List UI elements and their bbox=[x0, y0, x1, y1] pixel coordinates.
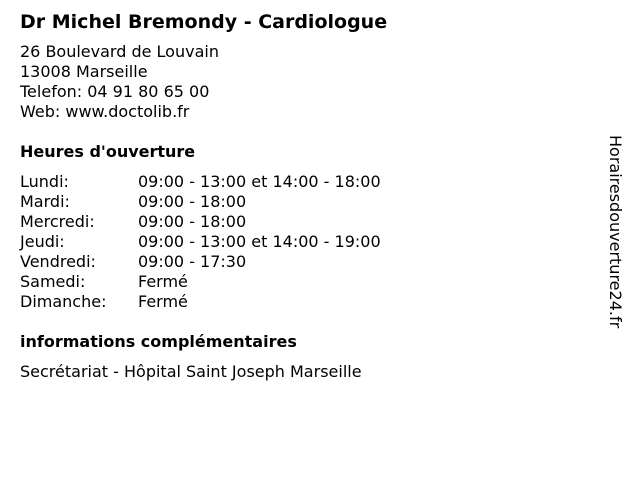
hours-row-sunday bbox=[20, 292, 590, 312]
web-line[interactable]: Web: www.doctolib.fr bbox=[20, 102, 190, 121]
opening-hours-heading: Heures d'ouverture bbox=[20, 142, 196, 161]
hours-day: Samedi: bbox=[20, 272, 86, 291]
hours-value: 09:00 - 13:00 et 14:00 - 18:00 bbox=[138, 172, 381, 191]
hours-value: Fermé bbox=[138, 292, 188, 311]
hours-day: Mercredi: bbox=[20, 212, 95, 231]
hours-row-wednesday bbox=[20, 212, 590, 232]
side-watermark: Horairesdouverture24.fr bbox=[606, 135, 625, 329]
hours-day: Jeudi: bbox=[20, 232, 65, 251]
address-street: 26 Boulevard de Louvain bbox=[20, 42, 219, 61]
hours-value: 09:00 - 18:00 bbox=[138, 192, 247, 211]
hours-value: 09:00 - 18:00 bbox=[138, 212, 247, 231]
hours-row-friday bbox=[20, 252, 590, 272]
hours-value: 09:00 - 17:30 bbox=[138, 252, 247, 271]
hours-row-monday bbox=[20, 172, 590, 192]
hours-day: Vendredi: bbox=[20, 252, 96, 271]
additional-info-heading: informations complémentaires bbox=[20, 332, 297, 351]
hours-value: Fermé bbox=[138, 272, 188, 291]
phone-line[interactable]: Telefon: 04 91 80 65 00 bbox=[20, 82, 210, 101]
hours-value: 09:00 - 13:00 et 14:00 - 19:00 bbox=[138, 232, 381, 251]
doctor-title: Dr Michel Bremondy - Cardiologue bbox=[20, 11, 388, 33]
doctor-card bbox=[20, 10, 590, 382]
hours-row-saturday bbox=[20, 272, 590, 292]
address-city: 13008 Marseille bbox=[20, 62, 148, 81]
hours-row-tuesday bbox=[20, 192, 590, 212]
additional-info-text: Secrétariat - Hôpital Saint Joseph Marseille bbox=[20, 362, 362, 381]
hours-row-thursday bbox=[20, 232, 590, 252]
hours-day: Lundi: bbox=[20, 172, 69, 191]
hours-day: Mardi: bbox=[20, 192, 70, 211]
hours-day: Dimanche: bbox=[20, 292, 107, 311]
opening-hours-table bbox=[20, 172, 590, 312]
